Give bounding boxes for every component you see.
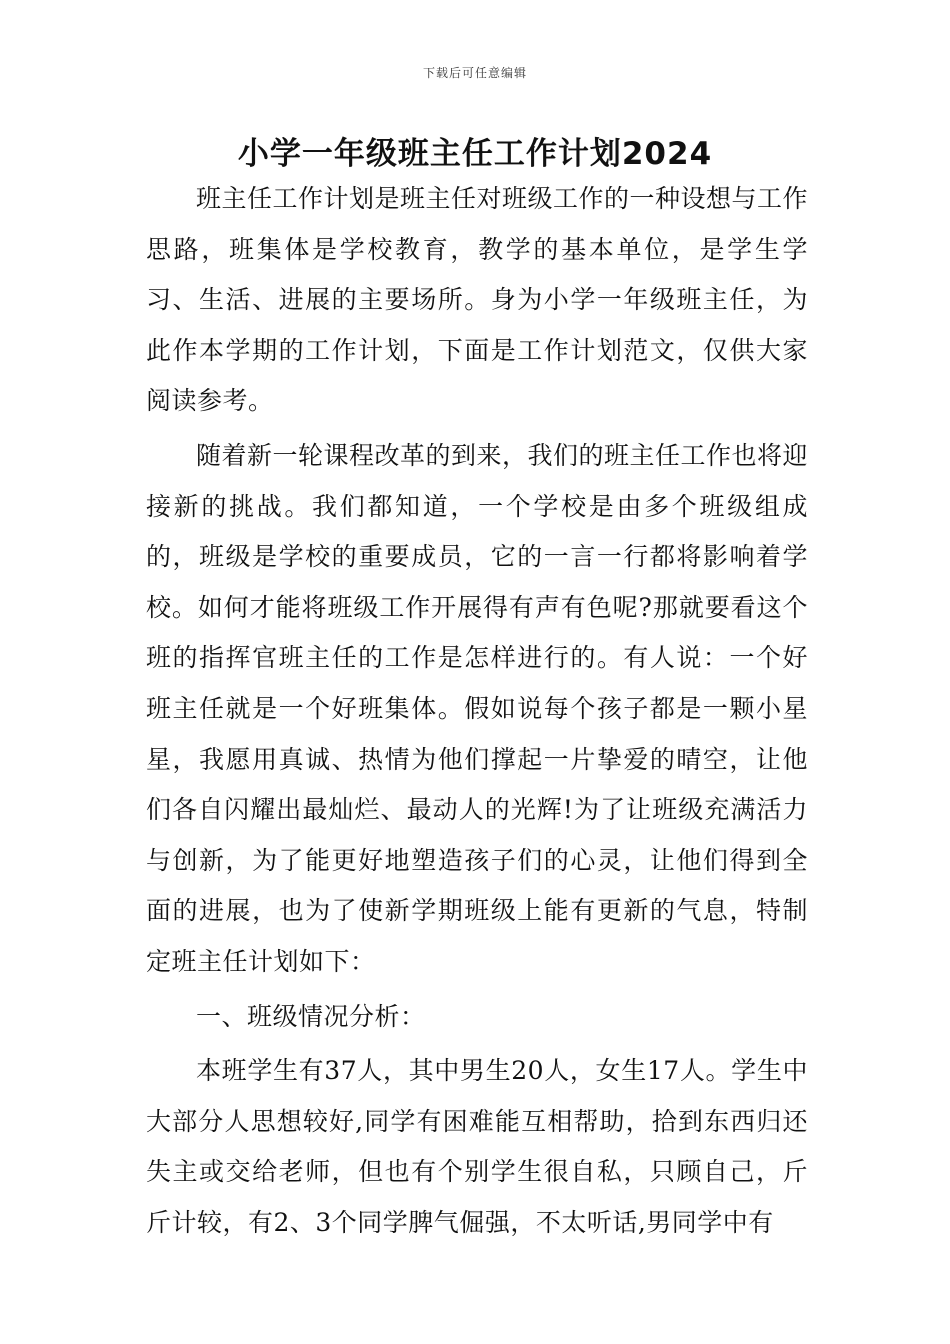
section-heading-class-analysis: 一、班级情况分析： [196, 1001, 426, 1031]
paragraph-intro: 班主任工作计划是班主任对班级工作的一种设想与工作思路，班集体是学校教育，教学的基本单位，是学生学习、生活、进展的主要场所。身为小学一年级班主任，为此作本学期的工作计划，下面是工作计划范文，仅供大家阅读参考。 [146, 184, 809, 416]
paragraph-background: 随着新一轮课程改革的到来，我们的班主任工作也将迎接新的挑战。我们都知道，一个学校是由多个班级组成的，班级是学校的重要成员，它的一言一行都将影响着学校。如何才能将班级工作开展得有声有色呢?那就要看这个班的指挥官班主任的工作是怎样进行的。有人说：一个好班主任就是一个好班集体。假如说每个孩子都是一颗小星星，我愿用真诚、热情为他们撑起一片挚爱的晴空，让他们各自闪耀出最灿烂、最动人的光辉!为了让班级充满活力与创新，为了能更好地塑造孩子们的心灵，让他们得到全面的进展，也为了使新学期班级上能有更新的气息，特制定班主任计划如下： [146, 440, 809, 976]
document-title: 小学一年级班主任工作计划2024 [237, 136, 713, 172]
paragraph-class-analysis: 本班学生有37人，其中男生20人，女生17人。学生中大部分人思想较好,同学有困难能互相帮助，拾到东西归还失主或交给老师，但也有个别学生很自私，只顾自己，斤斤计较，有2、3个同学脾气倔强，不太听话,男同学中有 [146, 1056, 808, 1237]
document-body [146, 174, 808, 1252]
header-note: 下载后可任意编辑 [422, 66, 527, 80]
